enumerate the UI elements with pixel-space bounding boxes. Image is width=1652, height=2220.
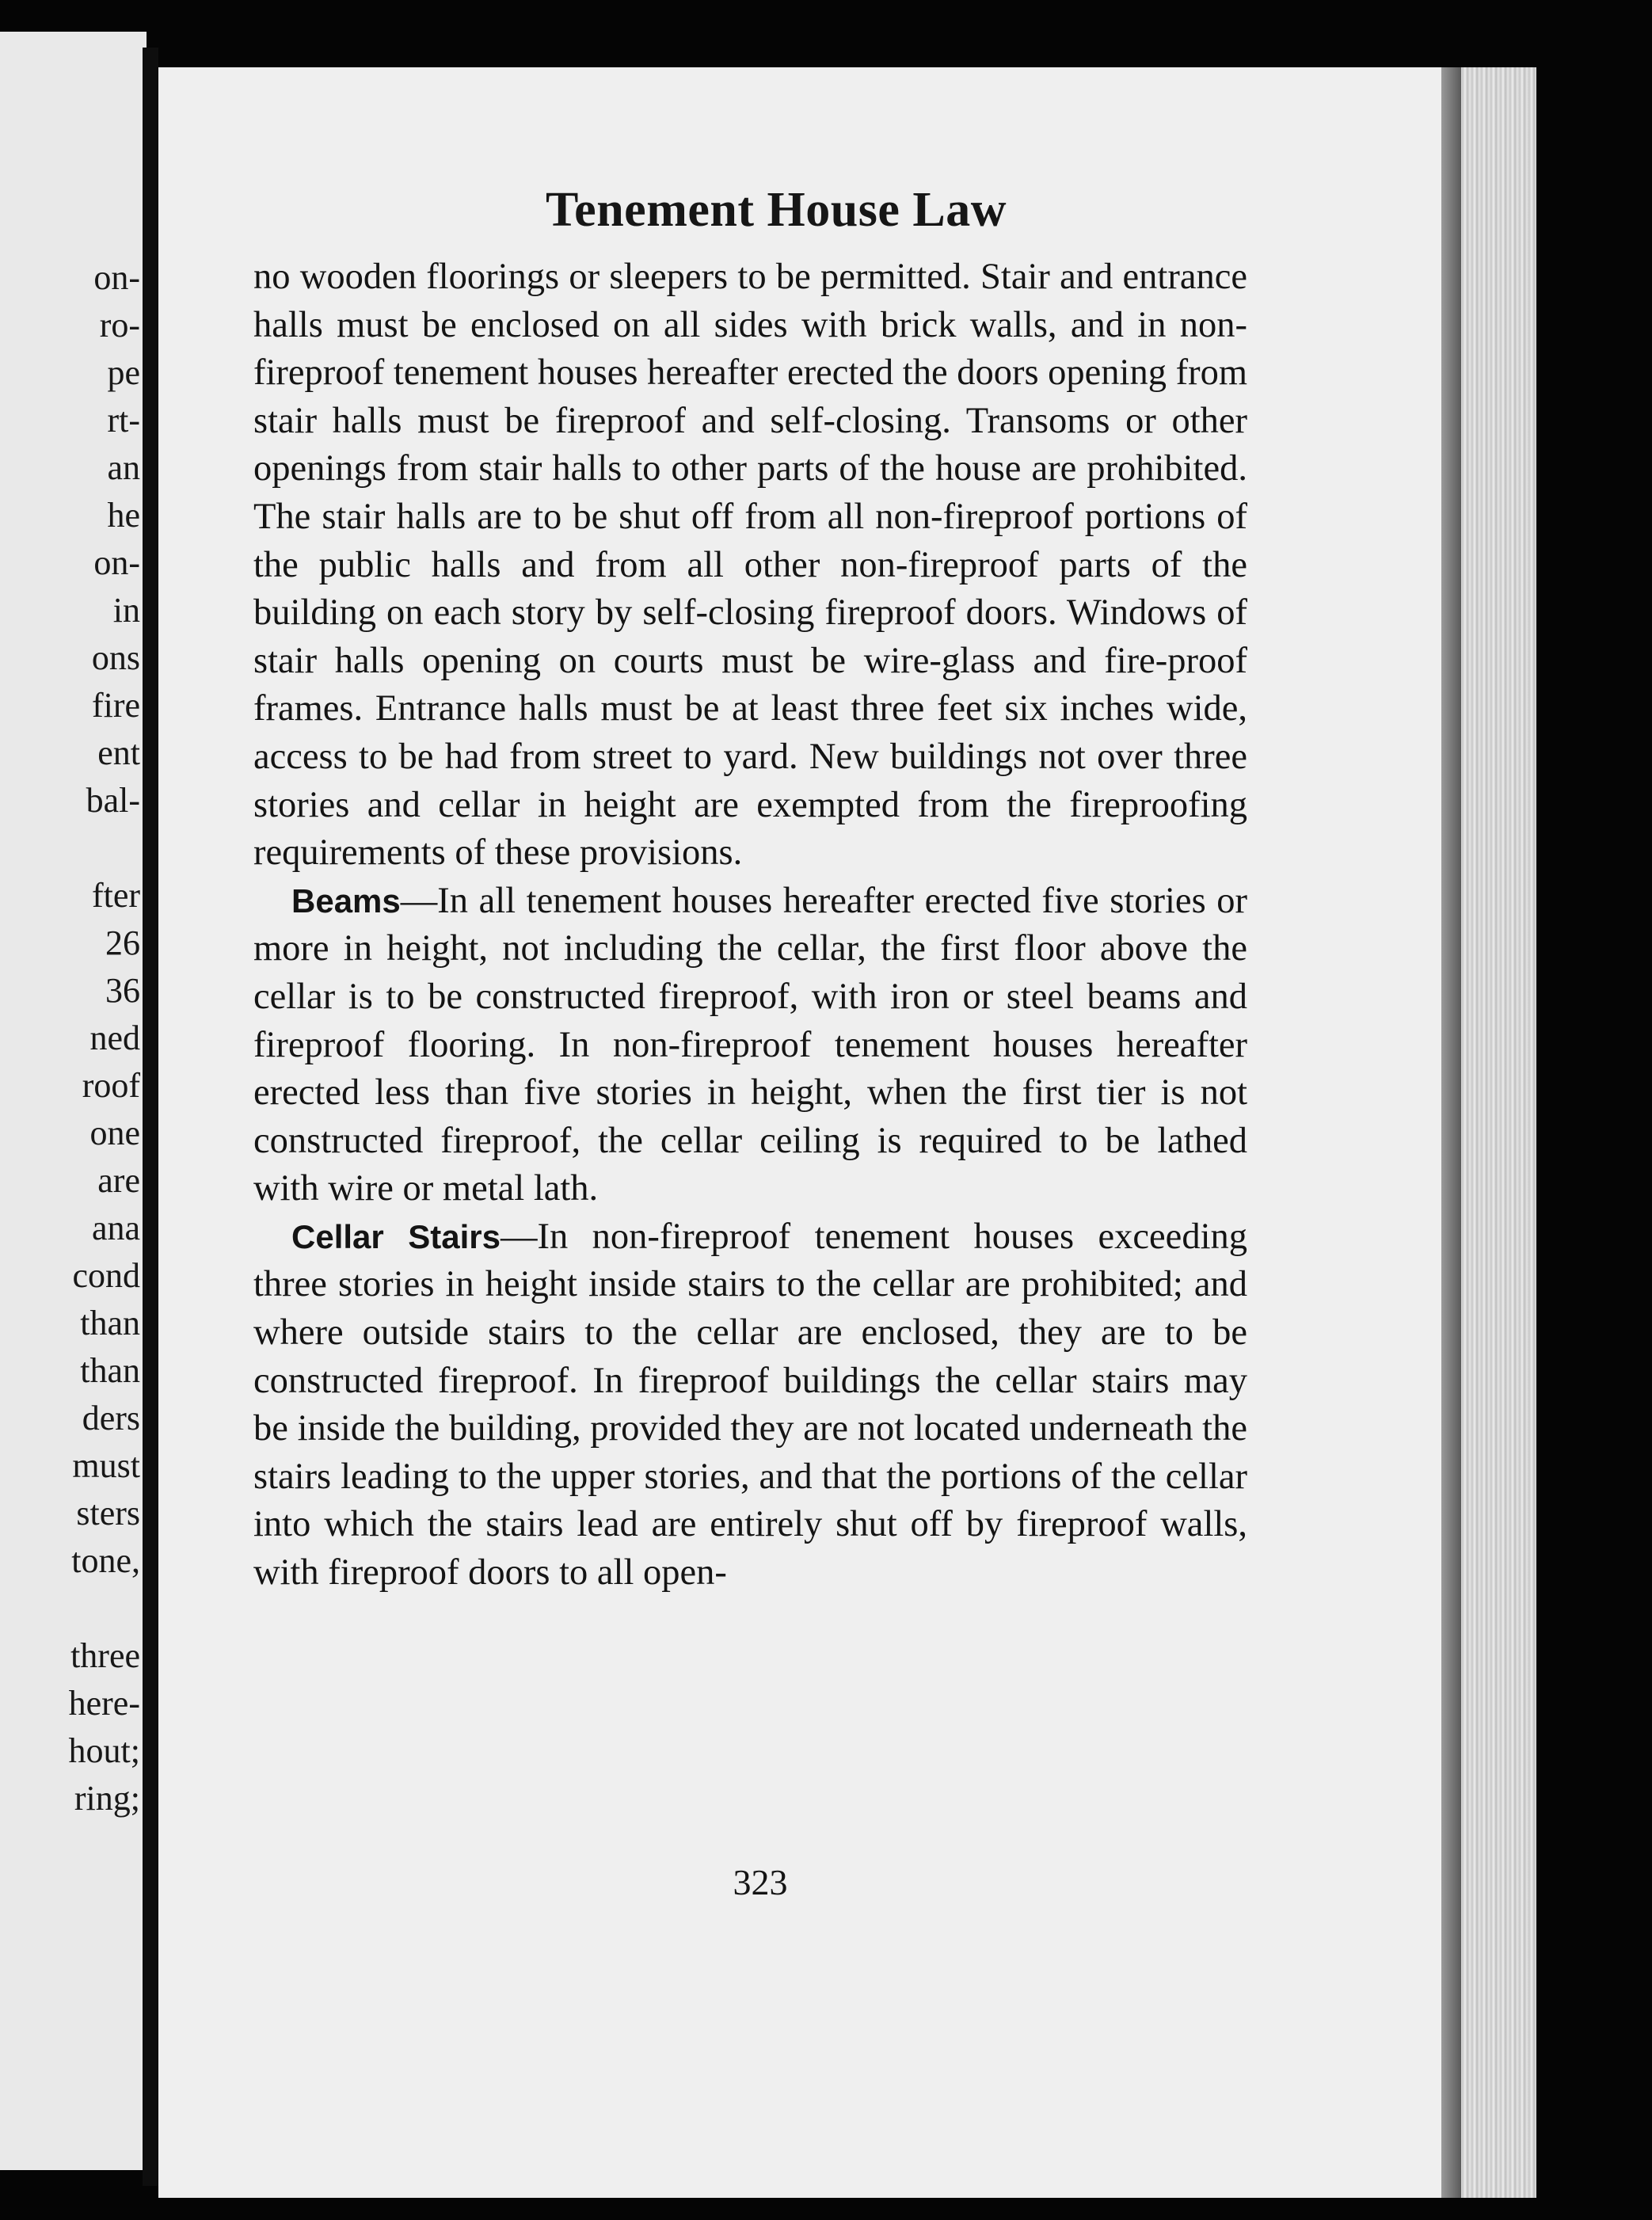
paragraph-stairs-halls: no wooden floorings or sleepers to be permitted. Stair and entrance halls must be enclosed on all sides with brick walls, and in non-fireproof tenement houses hereafter erected the doors opening from stair halls must be fireproof and self-closing. Transoms or other openings from stair halls to other parts of the house are prohibited. The stair halls are to be shut off from all non-fireproof portions of the public halls and from all other non-fireproof parts of the building on each story by self-closing fireproof doors. Windows of stair halls opening on courts must be wire-glass and fire-proof frames. Entrance halls must be at least three feet six inches wide, access to be had from street to yard. New buildings not over three stories and cellar in height are exempted from the fireproofing requirements of these provisions. — [253, 257, 1247, 874]
left-line-fragment: ned — [89, 1019, 140, 1057]
left-line-fragment: fire — [91, 686, 140, 725]
left-line-fragment: ana — [91, 1209, 140, 1247]
page-title: Tenement House Law — [546, 183, 1007, 237]
left-line-fragment: pe — [107, 353, 140, 392]
left-line-fragment: rt- — [107, 401, 140, 440]
left-line-fragment: an — [107, 448, 140, 487]
left-line-fragment: he — [107, 496, 140, 535]
paragraph-beams — [253, 878, 1247, 1213]
cellar-stairs-heading: Cellar Stairs — [291, 1217, 501, 1255]
left-line-fragment: on- — [93, 258, 140, 297]
left-line-fragment: than — [80, 1304, 140, 1342]
left-line-fragment: ons — [91, 638, 140, 677]
left-line-fragment: fter — [91, 876, 140, 915]
page-edge-shadow — [1441, 67, 1461, 2198]
body-text — [253, 253, 1247, 1597]
left-line-fragment: sters — [76, 1494, 140, 1533]
left-line-fragment: ro- — [99, 306, 140, 345]
left-line-fragment: tone, — [71, 1541, 140, 1580]
left-line-fragment: three — [70, 1636, 140, 1675]
left-line-fragment: ders — [82, 1399, 140, 1437]
left-line-fragment: roof — [82, 1066, 140, 1105]
left-line-fragment: are — [97, 1161, 140, 1200]
beams-text: —In all tenement houses hereafter erected five stories or more in height, not including the cellar, the first floor above the cellar is to be constructed fireproof, with iron or steel beams and fireproof flooring. In non-fireproof tenement houses hereafter erected less than five stories in height, when the first tier is not constructed fireproof, the cellar ceiling is required to be lathed with wire or metal lath. — [253, 880, 1247, 1209]
book-gutter — [143, 48, 158, 2186]
left-line-fragment: than — [80, 1351, 140, 1390]
left-line-fragment: here- — [68, 1684, 140, 1723]
left-line-fragment: cond — [72, 1256, 140, 1295]
left-line-fragment: must — [72, 1446, 140, 1485]
left-facing-page — [0, 32, 147, 2170]
right-page — [158, 67, 1536, 2198]
left-line-fragment: 36 — [105, 971, 140, 1010]
left-line-fragment: 26 — [105, 923, 140, 962]
cellar-stairs-text: —In non-fireproof tenement houses exceeding three stories in height inside stairs to the cellar are prohibited; and where outside stairs to the cellar are enclosed, they are to be constructed fireproof. In fireproof buildings the cellar stairs may be inside the building, provided they are not located underneath the stairs leading to the upper stories, and that the portions of the cellar into which the stairs lead are entirely shut off by fireproof walls, with fireproof doors to all open- — [253, 1216, 1247, 1594]
left-line-fragment: ent — [97, 733, 140, 772]
page-number: 323 — [733, 1862, 788, 1902]
left-line-fragment: hout; — [68, 1731, 140, 1770]
left-line-fragment: one — [89, 1114, 140, 1152]
left-line-fragment: in — [112, 591, 140, 630]
left-line-fragment: on- — [93, 543, 140, 582]
left-line-fragment: bal- — [86, 781, 140, 820]
left-line-fragment: ring; — [74, 1779, 140, 1818]
beams-heading: Beams — [291, 882, 401, 920]
left-page-fragments — [0, 32, 147, 2170]
paragraph-cellar-stairs — [253, 1213, 1247, 1597]
